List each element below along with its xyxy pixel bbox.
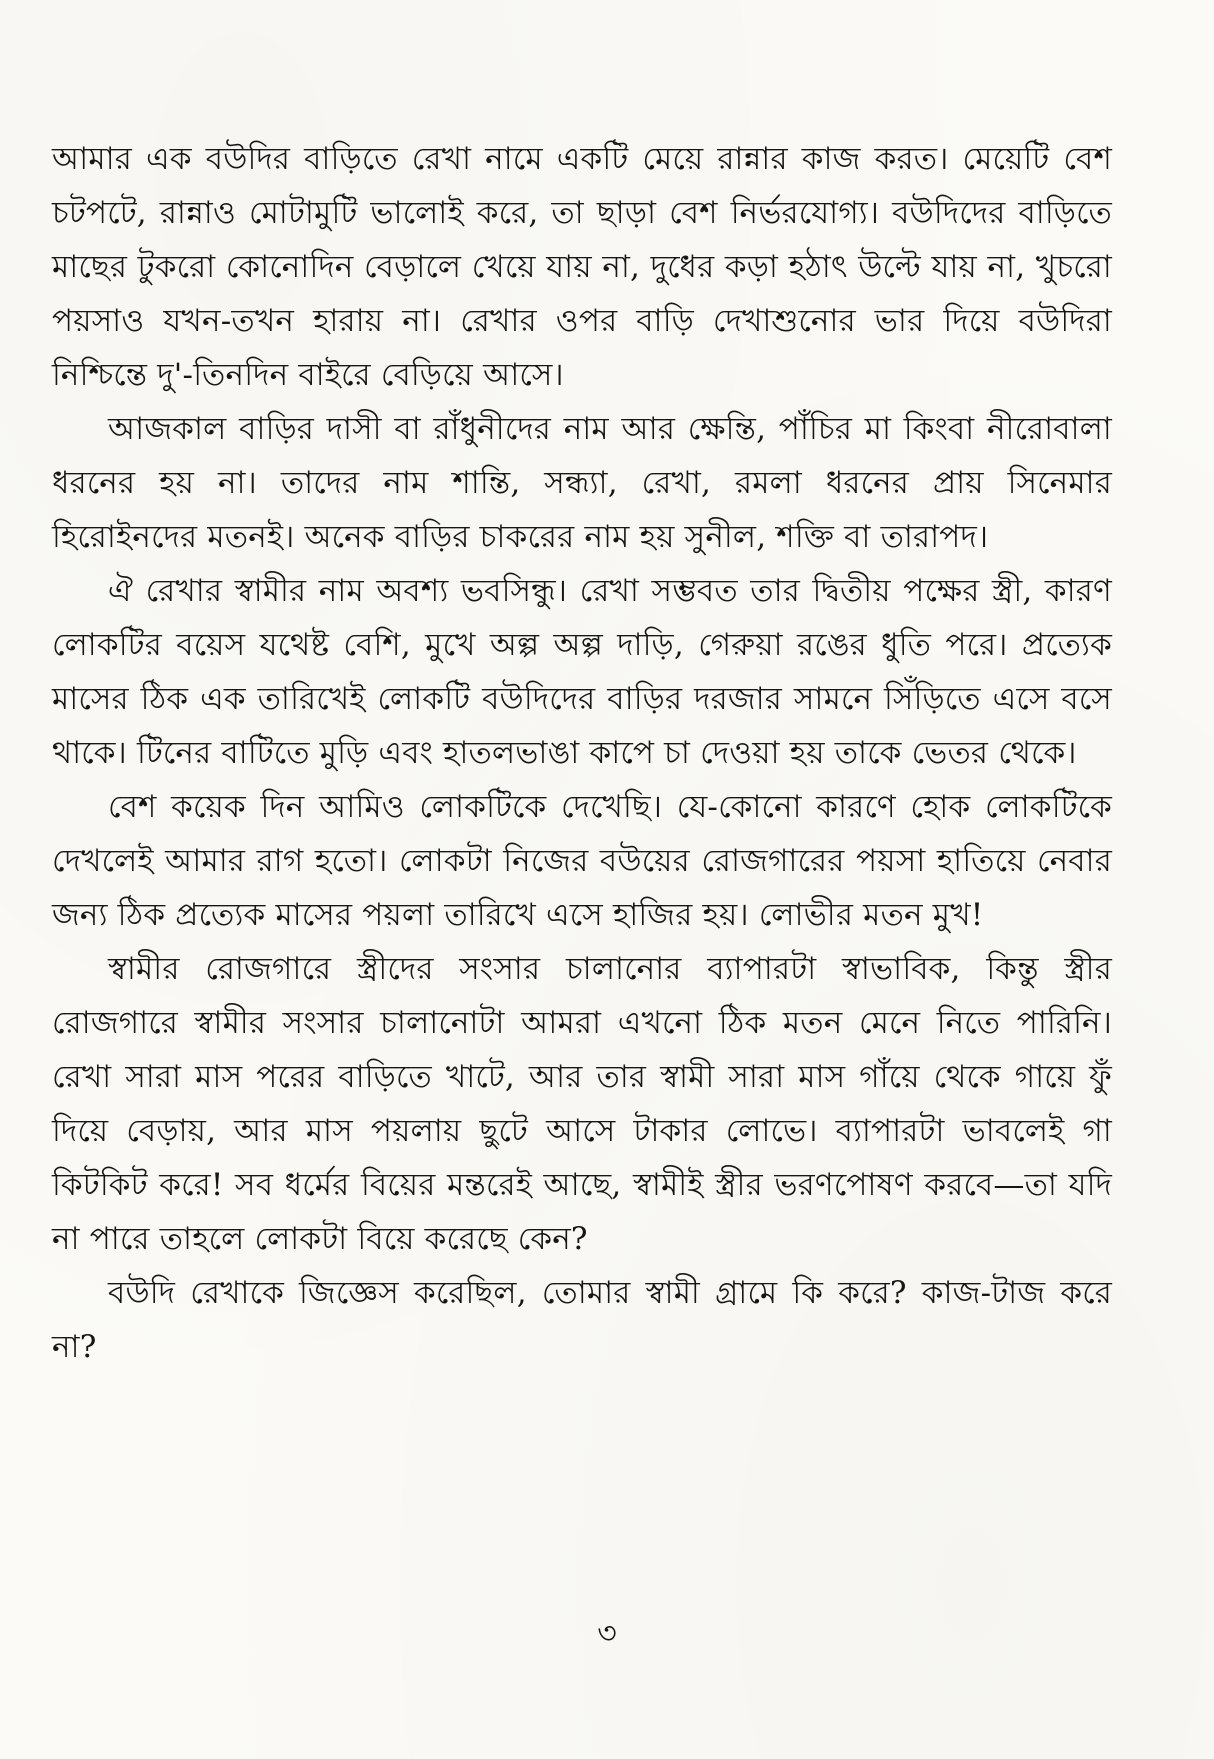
paragraph-4: বেশ কয়েক দিন আমিও লোকটিকে দেখেছি। যে-কোনো কারণে হোক লোকটিকে দেখলেই আমার রাগ হতো। লোকটা নিজের বউয়ের রোজগারের পয়সা হাতিয়ে নেবার জন্য ঠিক প্রত্যেক মাসের পয়লা তারিখে এসে হাজির হয়। লোভীর মতন মুখ!: [52, 789, 1112, 933]
paragraph-5: স্বামীর রোজগারে স্ত্রীদের সংসার চালানোর ব্যাপারটা স্বাভাবিক, কিন্তু স্ত্রীর রোজগারে স্বামীর সংসার চালানোটা আমরা এখনো ঠিক মতন মেনে নিতে পারিনি। রেখা সারা মাস পরের বাড়িতে খাটে, আর তার স্বামী সারা মাস গাঁয়ে থেকে গায়ে ফুঁ দিয়ে বেড়ায়, আর মাস পয়লায় ছুটে আসে টাকার লোভে। ব্যাপারটা ভাবলেই গা কিটকিট করে! সব ধর্মের বিয়ের মন্তরেই আছে, স্বামীই স্ত্রীর ভরণপোষণ করবে—তা যদি না পারে তাহলে লোকটা বিয়ে করেছে কেন?: [52, 951, 1112, 1257]
page-number: ৩: [597, 1616, 617, 1651]
paragraph-1: আমার এক বউদির বাড়িতে রেখা নামে একটি মেয়ে রান্নার কাজ করত। মেয়েটি বেশ চটপটে, রান্নাও মোটামুটি ভালোই করে, তা ছাড়া বেশ নির্ভরযোগ্য। বউদিদের বাড়িতে মাছের টুকরো কোনোদিন বেড়ালে খেয়ে যায় না, দুধের কড়া হঠাৎ উল্টে যায় না, খুচরো পয়সাও যখন-তখন হারায় না। রেখার ওপর বাড়ি দেখাশুনোর ভার দিয়ে বউদিরা নিশ্চিন্তে দু'-তিনদিন বাইরে বেড়িয়ে আসে।: [52, 141, 1112, 393]
paragraph-6: বউদি রেখাকে জিজ্ঞেস করেছিল, তোমার স্বামী গ্রামে কি করে? কাজ-টাজ করে না?: [52, 1275, 1112, 1365]
paragraph-3: ঐ রেখার স্বামীর নাম অবশ্য ভবসিন্ধু। রেখা সম্ভবত তার দ্বিতীয় পক্ষের স্ত্রী, কারণ লোকটির বয়েস যথেষ্ট বেশি, মুখে অল্প অল্প দাড়ি, গেরুয়া রঙের ধুতি পরে। প্রত্যেক মাসের ঠিক এক তারিখেই লোকটি বউদিদের বাড়ির দরজার সামনে সিঁড়িতে এসে বসে থাকে। টিনের বাটিতে মুড়ি এবং হাতলভাঙা কাপে চা দেওয়া হয় তাকে ভেতর থেকে।: [52, 573, 1112, 771]
body-text: [52, 132, 1112, 1374]
paragraph-2: আজকাল বাড়ির দাসী বা রাঁধুনীদের নাম আর ক্ষেন্তি, পাঁচির মা কিংবা নীরোবালা ধরনের হয় না। তাদের নাম শান্তি, সন্ধ্যা, রেখা, রমলা ধরনের প্রায় সিনেমার হিরোইনদের মতনই। অনেক বাড়ির চাকরের নাম হয় সুনীল, শক্তি বা তারাপদ।: [52, 411, 1112, 555]
